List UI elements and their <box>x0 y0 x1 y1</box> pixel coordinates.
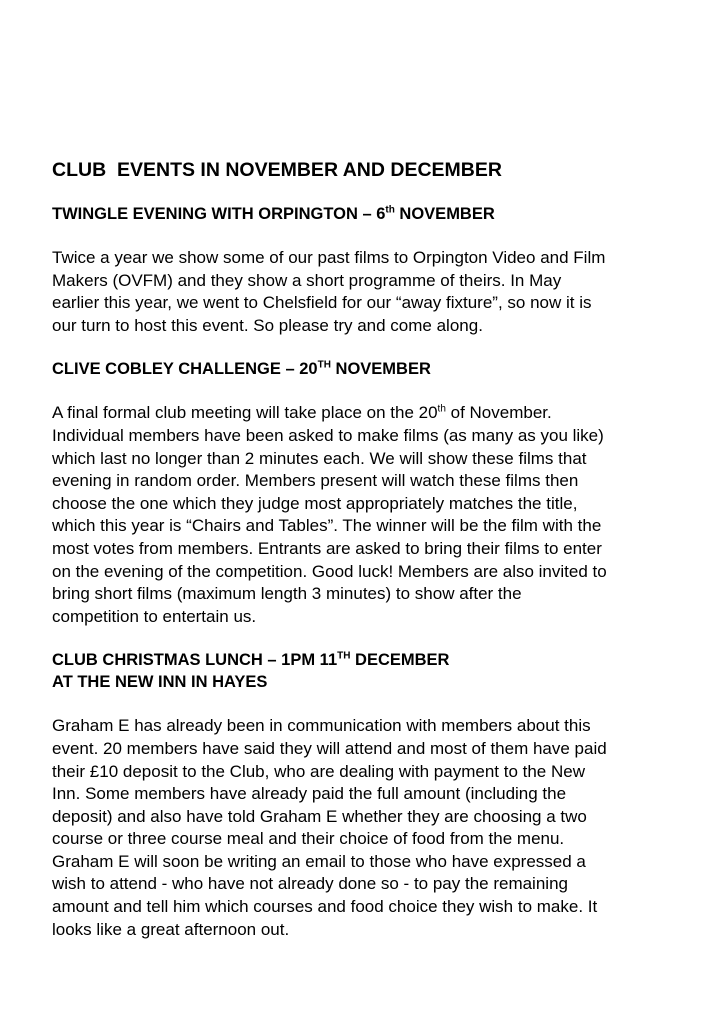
paragraph-line: Twice a year we show some of our past films to Orpington Video and Film <box>52 248 606 267</box>
section-paragraph-christmas-lunch <box>52 715 692 941</box>
document-page <box>52 158 692 962</box>
paragraph-line: Makers (OVFM) and they show a short programme of theirs. In May <box>52 270 562 290</box>
line-superscript: th <box>437 403 446 415</box>
paragraph-line <box>52 402 692 425</box>
paragraph-line: Individual members have been asked to make films (as many as you like) <box>52 425 604 445</box>
paragraph-line: looks like a great afternoon out. <box>52 919 290 939</box>
section-heading-clive-cobley-challenge <box>52 358 692 380</box>
heading-text: CLIVE COBLEY CHALLENGE – 20 <box>52 360 318 379</box>
paragraph-line: Inn. Some members have already paid the full amount (including the <box>52 784 567 804</box>
section-paragraph-twingle-evening <box>52 247 692 337</box>
paragraph-line: our turn to host this event. So please try and come along. <box>52 315 483 335</box>
paragraph-line: earlier this year, we went to Chelsfield for our “away fixture”, so now it is <box>52 293 592 313</box>
heading-text: TWINGLE EVENING WITH ORPINGTON – 6 <box>52 205 386 223</box>
paragraph-line: competition to entertain us. <box>52 606 257 626</box>
paragraph-line: on the evening of the competition. Good luck! Members are also invited to <box>52 561 607 581</box>
paragraph-line: which this year is “Chairs and Tables”. The winner will be the film with the <box>52 516 602 536</box>
line-text: of November. <box>445 403 552 423</box>
paragraph-line: course or three course meal and their choice of food from the menu. <box>52 829 565 849</box>
paragraph-line: Graham E has already been in communication with members about this <box>52 716 591 736</box>
paragraph-line: deposit) and also have told Graham E whether they are choosing a two <box>52 806 587 826</box>
paragraph-line: most votes from members. Entrants are asked to bring their films to enter <box>52 538 602 558</box>
section-heading-twingle-evening <box>52 203 692 225</box>
section-paragraph-clive-cobley-challenge <box>52 402 692 628</box>
paragraph-line: evening in random order. Members present will watch these films then <box>52 471 579 491</box>
section-heading-christmas-lunch <box>52 649 692 693</box>
paragraph-line: choose the one which they judge most appropriately matches the title, <box>52 493 578 513</box>
heading-line: AT THE NEW INN IN HAYES <box>52 673 268 692</box>
heading-superscript: th <box>385 204 395 216</box>
heading-text: DECEMBER <box>350 651 450 670</box>
line-text: A final formal club meeting will take place on the 20 <box>52 403 438 423</box>
paragraph-line: bring short films (maximum length 3 minutes) to show after the <box>52 584 522 604</box>
heading-superscript: TH <box>337 650 351 662</box>
paragraph-line: event. 20 members have said they will attend and most of them have paid <box>52 738 607 758</box>
heading-text: CLUB CHRISTMAS LUNCH – 1PM 11 <box>52 651 338 670</box>
heading-text: NOVEMBER <box>394 205 495 223</box>
paragraph-line: wish to attend - who have not already done so - to pay the remaining <box>52 874 568 894</box>
paragraph-line: amount and tell him which courses and food choice they wish to make. It <box>52 897 598 917</box>
paragraph-line: Graham E will soon be writing an email to those who have expressed a <box>52 851 586 871</box>
heading-line <box>52 649 692 671</box>
page-title: CLUB EVENTS IN NOVEMBER AND DECEMBER <box>52 159 502 181</box>
heading-text: NOVEMBER <box>330 360 431 379</box>
heading-superscript: TH <box>317 359 331 371</box>
paragraph-line: which last no longer than 2 minutes each. We will show these films that <box>52 448 587 468</box>
paragraph-line: their £10 deposit to the Club, who are dealing with payment to the New <box>52 761 585 781</box>
